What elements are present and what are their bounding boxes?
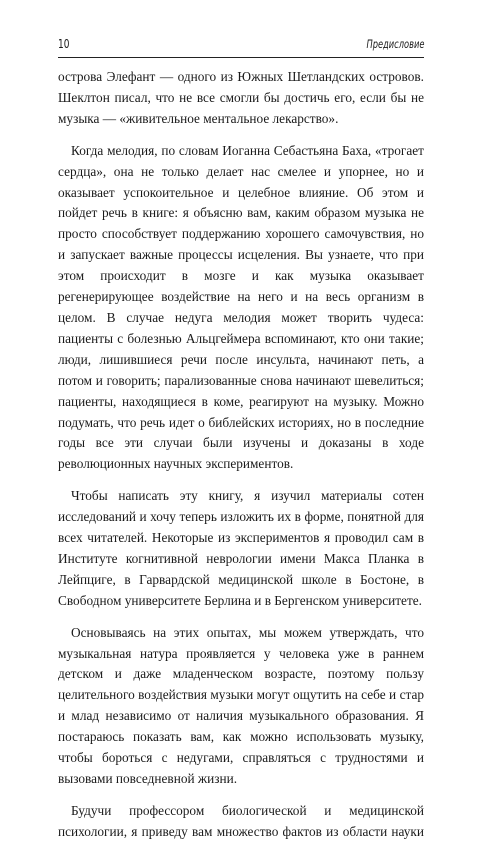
header-rule bbox=[58, 57, 424, 58]
running-title: Предисловие bbox=[366, 37, 424, 51]
paragraph: Когда мелодия, по словам Иоганна Себастьяна Баха, «трогает сердца», она не только делает нас смелее и упорнее, но и оказывает успокоительное и целебное влияние. Об этом и пойдет речь в книге: я объясню вам, каким образом музыка не просто способствует поддержанию хорошего самочувствия, но и запускает важные процессы исцеления. Вы узнаете, что при этом происходит в мозге и как музыка оказывает регенерирующее воздействие на него и на весь организм в целом. В случае недуга мелодия может творить чудеса: пациенты с болезнью Альцгеймера вспоминают, кто они такие; люди, лишившиеся речи после инсульта, начинают петь, а потом и говорить; парализованные снова начинают шевелиться; пациенты, находящиеся в коме, реагируют на музыку. Можно подумать, что речь идет о библейских историях, но в последние годы все эти случаи были изучены и доказаны в ходе революционных научных экспериментов. bbox=[58, 142, 424, 472]
body-text bbox=[58, 67, 424, 843]
paragraph: острова Элефант — одного из Южных Шетландских островов. Шеклтон писал, что не все смогли бы достичь его, если бы не музыка — «живительное ментальное лекарство». bbox=[58, 69, 424, 126]
paragraph: Будучи профессором биологической и медицинской психологии, я приведу вам множество фактов из области науки bbox=[58, 802, 424, 839]
paragraph: Основываясь на этих опытах, мы можем утверждать, что музыкальная натура проявляется у человека уже в раннем детском и даже младенческом возрасте, поэтому пользу целительного воздействия музыки могут ощутить на себе и стар и млад независимо от наличия музыкального образования. Я постараюсь показать вам, как можно использовать музыку, чтобы бороться с недугами, справляться с трудностями и вызовами повседневной жизни. bbox=[58, 624, 424, 786]
page-number: 10 bbox=[58, 36, 70, 51]
page-header bbox=[58, 36, 424, 54]
paragraph: Чтобы написать эту книгу, я изучил материалы сотен исследований и хочу теперь изложить их в форме, понятной для всех читателей. Некоторые из экспериментов я проводил сам в Институте когнитивной неврологии имени Макса Планка в Лейпциге, в Гарвардской медицинской школе в Бостоне, в Свободном университете Берлина и в Бергенском университете. bbox=[58, 488, 424, 608]
